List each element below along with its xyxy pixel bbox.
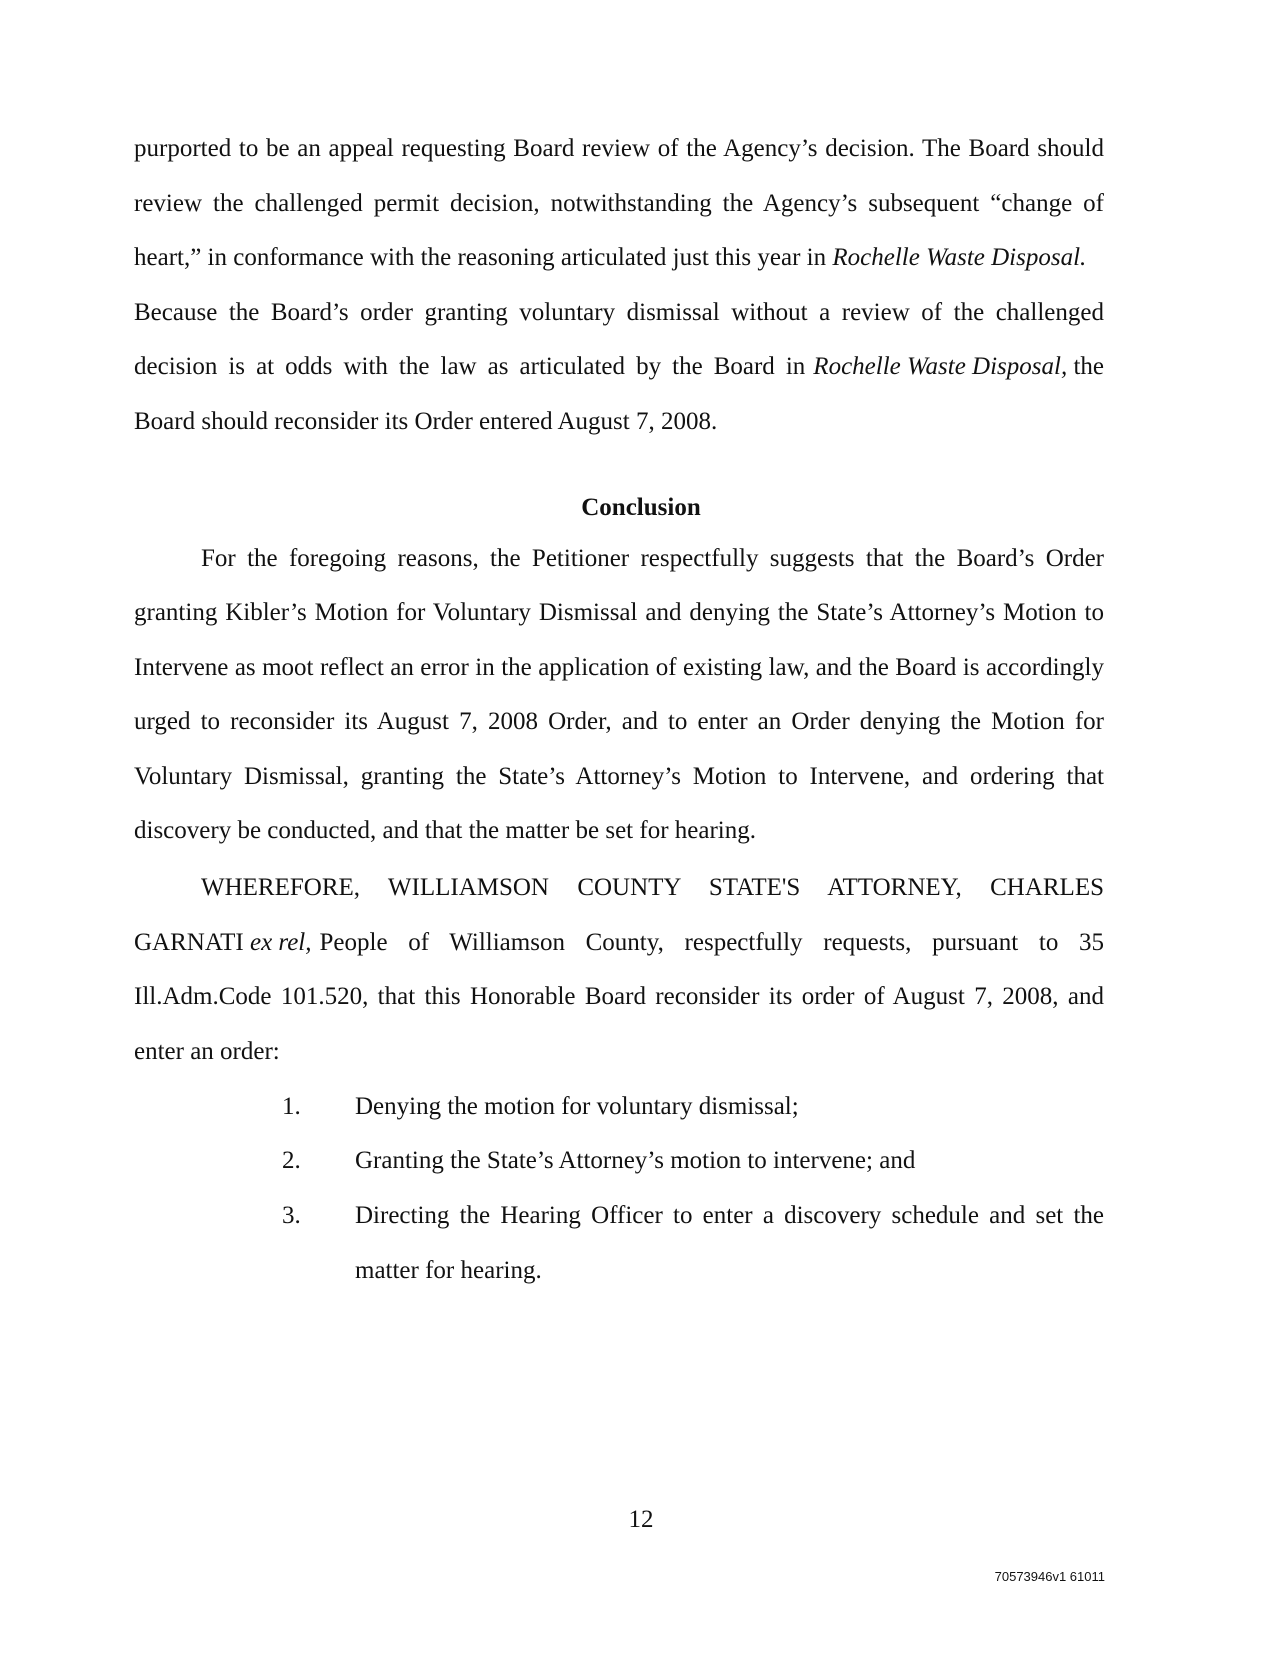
document-id: 70573946v1 61011: [994, 1569, 1105, 1584]
paragraph1-line2: review the challenged permit decision, notwithstanding the Agency’s subsequent “change of: [134, 190, 1104, 217]
paragraph1-line5: [134, 352, 1104, 382]
case-citation-rochelle-2: Rochelle Waste Disposal,: [813, 353, 1068, 380]
paragraph1-line1: purported to be an appeal requesting Board review of the Agency’s decision. The Board should: [134, 135, 1104, 162]
paragraph2-line6: discovery be conducted, and that the matter be set for hearing.: [134, 817, 756, 844]
paragraph1-line4: Because the Board’s order granting voluntary dismissal without a review of the challenged: [134, 299, 1104, 326]
list-item-text-3: Directing the Hearing Officer to enter a discovery schedule and set the: [355, 1202, 1104, 1229]
section-heading-conclusion: Conclusion: [581, 494, 701, 521]
list-item-number-1: 1.: [282, 1093, 301, 1120]
latin-ex-rel: ex rel,: [249, 929, 312, 956]
paragraph1-line5-text: decision is at odds with the law as articulated by the Board in: [134, 353, 806, 380]
list-item-text-2: Granting the State’s Attorney’s motion to intervene; and: [355, 1147, 916, 1174]
paragraph3-line2: [134, 928, 1104, 958]
paragraph1-line3-text: heart,” in conformance with the reasoning articulated just this year in: [134, 244, 833, 271]
paragraph2-line5: Voluntary Dismissal, granting the State’s Attorney’s Motion to Intervene, and ordering that: [134, 763, 1104, 790]
paragraph2-line1: For the foregoing reasons, the Petitioner respectfully suggests that the Board’s Order: [201, 545, 1104, 572]
paragraph1-line3: [134, 243, 1104, 273]
paragraph1-line5-tail: the: [1067, 353, 1104, 380]
list-item-text-3-continuation: matter for hearing.: [355, 1257, 542, 1284]
paragraph2-line4: urged to reconsider its August 7, 2008 Order, and to enter an Order denying the Motion for: [134, 708, 1104, 735]
list-item-text-1: Denying the motion for voluntary dismissal;: [355, 1093, 799, 1120]
list-item-number-3: 3.: [282, 1202, 301, 1229]
paragraph2-line2: granting Kibler’s Motion for Voluntary Dismissal and denying the State’s Attorney’s Motion to: [134, 599, 1104, 626]
paragraph3-line2-lead: GARNATI: [134, 929, 250, 956]
paragraph1-line6: Board should reconsider its Order entered August 7, 2008.: [134, 408, 718, 435]
paragraph3-line2-text: People of Williamson County, respectfully requests, pursuant to 35: [319, 929, 1104, 956]
case-citation-rochelle: Rochelle Waste Disposal.: [832, 244, 1087, 271]
paragraph3-line1: WHEREFORE, WILLIAMSON COUNTY STATE'S ATTORNEY, CHARLES: [201, 874, 1104, 901]
list-item-number-2: 2.: [282, 1147, 301, 1174]
page-number: 12: [628, 1506, 654, 1533]
paragraph3-line3: Ill.Adm.Code 101.520, that this Honorable Board reconsider its order of August 7, 2008, and: [134, 983, 1104, 1010]
paragraph2-line3: Intervene as moot reflect an error in the application of existing law, and the Board is accordingly: [134, 654, 1104, 681]
paragraph3-line4: enter an order:: [134, 1038, 280, 1065]
